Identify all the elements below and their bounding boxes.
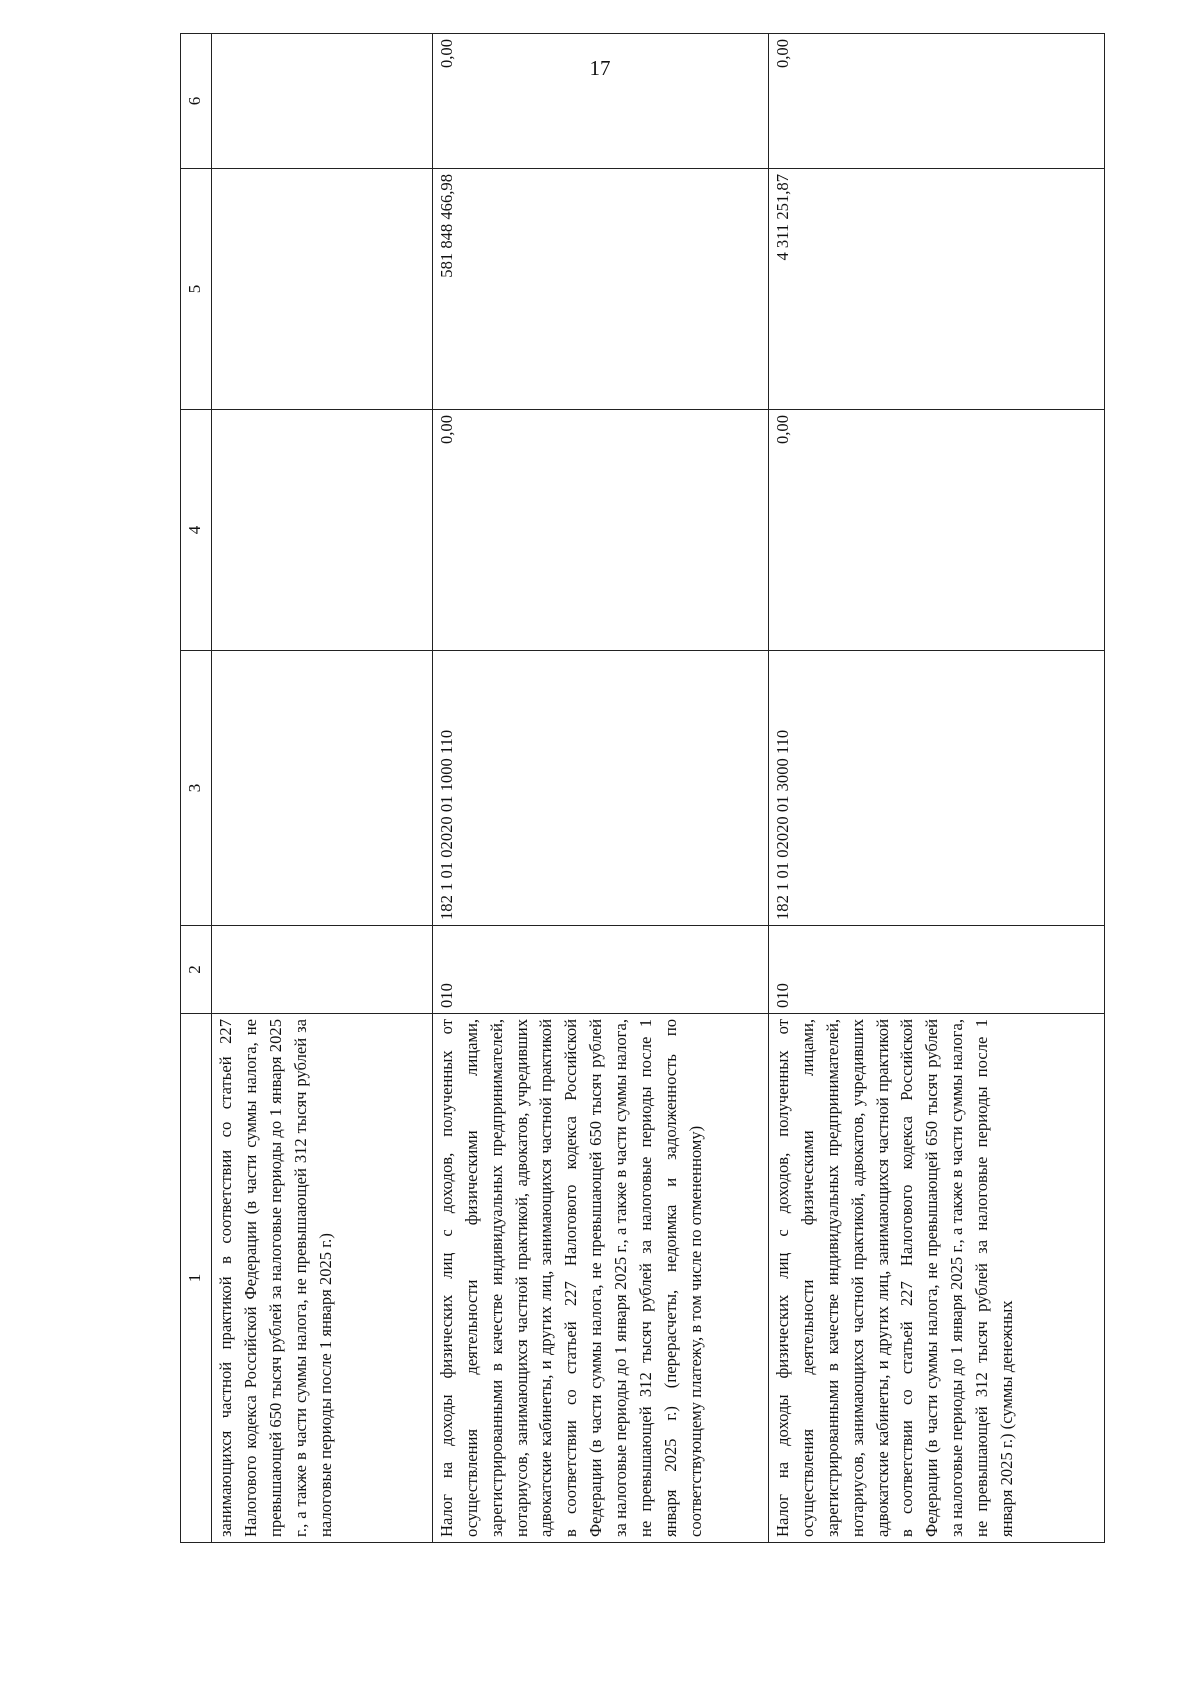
row-col-4-value — [212, 410, 433, 651]
row-description: занимающихся частной практикой в соответствии со статьей 227 Налогового кодекса Российской Федерации (в части суммы налога, не превышающей 650 тысяч рублей за налоговые периоды до 1 января 2025 г., а также в части суммы налога, не превышающей 312 тысяч рублей за налоговые периоды после 1 января 2025 г.) — [212, 1014, 433, 1543]
header-col-2: 2 — [181, 926, 212, 1014]
revenue-table — [180, 33, 1105, 1543]
row-line-code: 010 — [768, 926, 1104, 1014]
header-col-1: 1 — [181, 1014, 212, 1543]
header-col-3: 3 — [181, 651, 212, 926]
page-number: 17 — [589, 56, 611, 80]
header-row — [181, 34, 212, 1543]
row-line-code: 010 — [432, 926, 768, 1014]
row-col-5-value: 581 848 466,98 — [432, 169, 768, 410]
header-col-4: 4 — [181, 410, 212, 651]
table-row — [768, 34, 1104, 1543]
row-col-6-value: 0,00 — [768, 34, 1104, 169]
row-budget-code: 182 1 01 02020 01 1000 110 — [432, 651, 768, 926]
table-row — [432, 34, 768, 1543]
row-col-5-value — [212, 169, 433, 410]
row-description: Налог на доходы физических лиц с доходов, полученных от осуществления деятельности физическими лицами, зарегистрированными в качестве индивидуальных предпринимателей, нотариусов, занимающихся частной практикой, адвокатов, учредивших адвокатские кабинеты, и других лиц, занимающихся частной практикой в соответствии со статьей 227 Налогового кодекса Российской Федерации (в части суммы налога, не превышающей 650 тысяч рублей за налоговые периоды до 1 января 2025 г., а также в части суммы налога, не превышающей 312 тысяч рублей за налоговые периоды после 1 января 2025 г.) (суммы денежных — [768, 1014, 1104, 1543]
header-col-6: 6 — [181, 34, 212, 169]
row-col-4-value: 0,00 — [432, 410, 768, 651]
row-line-code — [212, 926, 433, 1014]
row-col-6-value — [212, 34, 433, 169]
row-budget-code: 182 1 01 02020 01 3000 110 — [768, 651, 1104, 926]
header-col-5: 5 — [181, 169, 212, 410]
row-col-5-value: 4 311 251,87 — [768, 169, 1104, 410]
table-row — [212, 34, 433, 1543]
row-budget-code — [212, 651, 433, 926]
row-description: Налог на доходы физических лиц с доходов, полученных от осуществления деятельности физическими лицами, зарегистрированными в качестве индивидуальных предпринимателей, нотариусов, занимающихся частной практикой, адвокатов, учредивших адвокатские кабинеты, и других лиц, занимающихся частной практикой в соответствии со статьей 227 Налогового кодекса Российской Федерации (в части суммы налога, не превышающей 650 тысяч рублей за налоговые периоды до 1 января 2025 г., а также в части суммы налога, не превышающей 312 тысяч рублей за налоговые периоды после 1 января 2025 г.) (перерасчеты, недоимка и задолженность по соответствующему платежу, в том числе по отмененному) — [432, 1014, 768, 1543]
row-col-6-value: 0,00 — [432, 34, 768, 169]
row-col-4-value: 0,00 — [768, 410, 1104, 651]
